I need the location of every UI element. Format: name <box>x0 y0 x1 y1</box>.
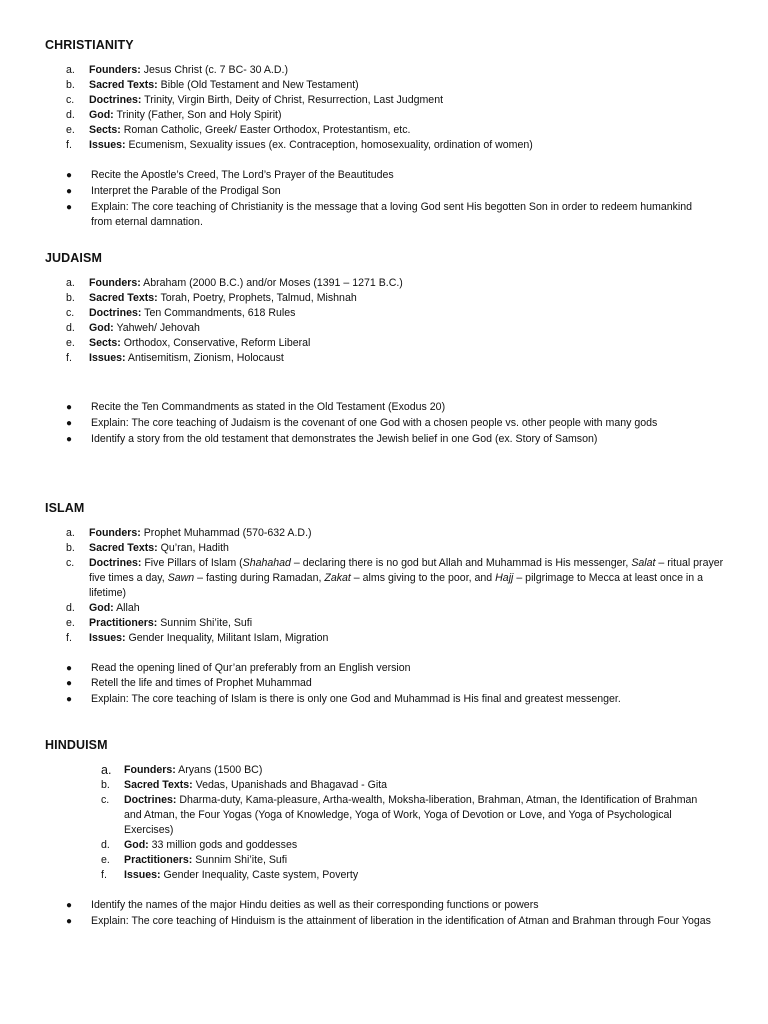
item-label: Issues: <box>124 869 161 881</box>
item-text: Allah <box>113 602 140 614</box>
list-marker: d. <box>66 322 75 334</box>
pillar-desc: – fasting during Ramadan, <box>194 572 325 584</box>
item-text: Vedas, Upanishads and Bhagavad - Gita <box>192 779 388 791</box>
item-label: Founders: <box>89 277 141 289</box>
bullet-icon: ● <box>66 694 73 705</box>
pillar-desc: – pilgrimage to Mecca at least once in a lifetime) <box>89 572 704 599</box>
bullet-text: Interpret the Parable of the Prodigal Son <box>91 185 281 197</box>
item-text: Sunnim Shi’ite, Sufi <box>157 617 253 629</box>
item-label: Founders: <box>124 764 176 776</box>
section-heading: JUDAISM <box>45 251 102 265</box>
list-marker: c. <box>66 307 75 319</box>
section-heading: ISLAM <box>45 501 85 515</box>
item-text: Qu’ran, Hadith <box>157 542 229 554</box>
bullet-text: Explain: The core teaching of Islam is there is only one God and Muhammad is His final and greatest messenger. <box>91 693 621 705</box>
item-text: Ecumenism, Sexuality issues (ex. Contraception, homosexuality, ordination of women) <box>125 139 533 151</box>
item-label: Sacred Texts: <box>124 779 193 791</box>
pillar-term: Hajj <box>495 572 514 584</box>
item-text: Antisemitism, Zionism, Holocaust <box>125 352 284 364</box>
list-marker: a. <box>66 277 75 289</box>
list-marker: e. <box>66 337 75 349</box>
list-marker: c. <box>66 557 75 569</box>
bullet-text: Explain: The core teaching of Judaism is the covenant of one God with a chosen people vs. other people with many gods <box>91 417 658 429</box>
pillar-term: Zakat <box>324 572 351 584</box>
bullet-icon: ● <box>66 900 73 911</box>
list-marker: f. <box>101 869 107 881</box>
bullet-icon: ● <box>66 434 73 445</box>
bullet-text: Identify a story from the old testament that demonstrates the Jewish belief in one God (ex. Story of Samson) <box>91 433 598 445</box>
item-label: God: <box>89 602 114 614</box>
pillar-desc: – alms giving to the poor, and <box>350 572 496 584</box>
bullet-text: Explain: The core teaching of Hinduism is the attainment of liberation in the identification of Atman and Brahman through Four Yogas <box>91 915 711 927</box>
item-label: Doctrines: <box>124 794 177 806</box>
bullet-icon: ● <box>66 916 73 927</box>
list-marker: f. <box>66 632 72 644</box>
item-text: Abraham (2000 B.C.) and/or Moses (1391 – 1271 B.C.) <box>140 277 403 289</box>
list-marker: d. <box>66 109 75 121</box>
item-label: Doctrines: <box>89 557 142 569</box>
section-heading: HINDUISM <box>45 738 108 752</box>
list-marker: b. <box>101 779 110 791</box>
item-label: Issues: <box>89 632 126 644</box>
item-text: Orthodox, Conservative, Reform Liberal <box>120 337 311 349</box>
item-label: Doctrines: <box>89 307 142 319</box>
list-marker: f. <box>66 352 72 364</box>
bullet-text: Retell the life and times of Prophet Muhammad <box>91 677 312 689</box>
item-label: Sects: <box>89 124 121 136</box>
item-text: Sunnim Shi’ite, Sufi <box>192 854 288 866</box>
bullet-icon: ● <box>66 170 73 181</box>
item-text: Aryans (1500 BC) <box>175 764 263 776</box>
item-label: God: <box>89 109 114 121</box>
item-text: Ten Commandments, 618 Rules <box>141 307 296 319</box>
bullet-icon: ● <box>66 186 73 197</box>
item-label: Sects: <box>89 337 121 349</box>
item-text: Gender Inequality, Caste system, Poverty <box>160 869 359 881</box>
bullet-text: Identify the names of the major Hindu deities as well as their corresponding functions or powers <box>91 899 539 911</box>
bullet-text: Read the opening lined of Qur’an preferably from an English version <box>91 662 411 674</box>
pillar-term: Shahahad <box>242 557 291 569</box>
list-marker: c. <box>66 94 75 106</box>
item-text: Roman Catholic, Greek/ Easter Orthodox, Protestantism, etc. <box>120 124 411 136</box>
item-label: Sacred Texts: <box>89 542 158 554</box>
item-text: 33 million gods and goddesses <box>148 839 298 851</box>
list-marker: c. <box>101 794 110 806</box>
list-marker: b. <box>66 542 75 554</box>
pillar-term: Sawn <box>167 572 195 584</box>
list-marker: a. <box>66 64 75 76</box>
item-text: Torah, Poetry, Prophets, Talmud, Mishnah <box>157 292 357 304</box>
item-text: Bible (Old Testament and New Testament) <box>157 79 359 91</box>
item-text: Yahweh/ Jehovah <box>113 322 200 334</box>
item-text: Gender Inequality, Militant Islam, Migration <box>125 632 329 644</box>
item-text: Dharma-duty, Kama-pleasure, Artha-wealth, Moksha-liberation, Brahman, Atman, the Identification of Brahman and Atman, the Four Yogas (Yoga of Knowledge, Yoga of Work, Yoga of Devotion or Love, and Yoga of Psychological Exercises) <box>124 794 698 836</box>
item-label: Doctrines: <box>89 94 142 106</box>
pillar-desc: – declaring there is no god but Allah and Muhammad is His messenger, <box>290 557 632 569</box>
bullet-text: Explain: The core teaching of Christianity is the message that a loving God sent His begotten Son in order to redeem humankind from eternal damnation. <box>91 201 693 228</box>
item-text: Prophet Muhammad (570-632 A.D.) <box>140 527 312 539</box>
item-text: Trinity, Virgin Birth, Deity of Christ, Resurrection, Last Judgment <box>141 94 444 106</box>
item-label: Sacred Texts: <box>89 292 158 304</box>
item-label: God: <box>124 839 149 851</box>
list-marker: d. <box>101 839 110 851</box>
bullet-icon: ● <box>66 418 73 429</box>
item-label: Founders: <box>89 64 141 76</box>
list-marker: a. <box>101 763 112 777</box>
item-text: Five Pillars of Islam ( <box>141 557 243 569</box>
item-label: Issues: <box>89 352 126 364</box>
item-label: Practitioners: <box>89 617 158 629</box>
list-marker: d. <box>66 602 75 614</box>
list-marker: e. <box>101 854 110 866</box>
pillar-term: Salat <box>631 557 656 569</box>
bullet-icon: ● <box>66 678 73 689</box>
list-marker: b. <box>66 292 75 304</box>
list-marker: e. <box>66 617 75 629</box>
item-label: Issues: <box>89 139 126 151</box>
list-marker: b. <box>66 79 75 91</box>
section-heading: CHRISTIANITY <box>45 38 134 52</box>
bullet-icon: ● <box>66 202 73 213</box>
item-label: Sacred Texts: <box>89 79 158 91</box>
item-label: Founders: <box>89 527 141 539</box>
bullet-icon: ● <box>66 663 73 674</box>
list-marker: e. <box>66 124 75 136</box>
item-text: Jesus Christ (c. 7 BC- 30 A.D.) <box>140 64 288 76</box>
list-marker: f. <box>66 139 72 151</box>
pillar-desc: – ritual prayer five times a day, <box>89 557 724 584</box>
bullet-text: Recite the Ten Commandments as stated in the Old Testament (Exodus 20) <box>91 401 446 413</box>
list-marker: a. <box>66 527 75 539</box>
bullet-text: Recite the Apostle’s Creed, The Lord’s Prayer of the Beautitudes <box>91 169 394 181</box>
item-text: Trinity (Father, Son and Holy Spirit) <box>113 109 282 121</box>
item-label: Practitioners: <box>124 854 193 866</box>
item-label: God: <box>89 322 114 334</box>
bullet-icon: ● <box>66 402 73 413</box>
